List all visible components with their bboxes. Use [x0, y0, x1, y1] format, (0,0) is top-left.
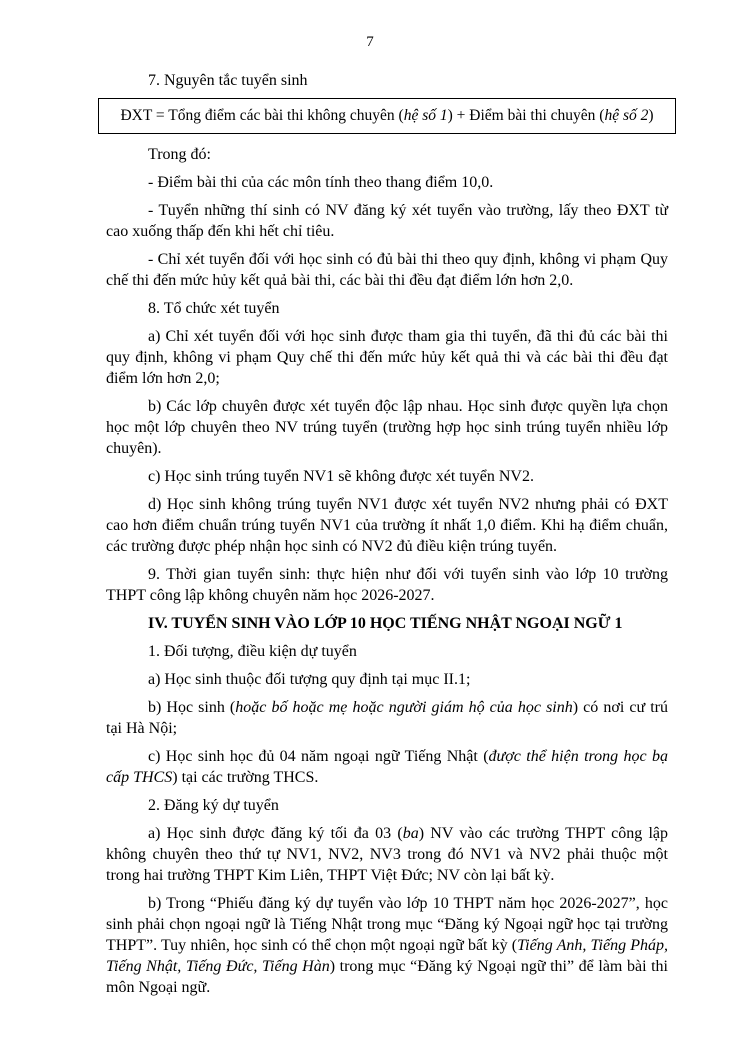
section-iv-heading: IV. TUYỂN SINH VÀO LỚP 10 HỌC TIẾNG NHẬT NGOẠI NGỮ 1: [148, 615, 623, 632]
section-8-title: 8. Tổ chức xét tuyển: [148, 300, 280, 317]
trong-do-label: Trong đó:: [148, 146, 211, 163]
paragraph-1c: c) Học sinh học đủ 04 năm ngoại ngữ Tiếng Nhật (được thể hiện trong học bạ cấp THCS) tại các trường THCS.: [106, 748, 668, 786]
paragraph-diem: - Điểm bài thi của các môn tính theo thang điểm 10,0.: [148, 174, 494, 191]
subsection-2-title: 2. Đăng ký dự tuyển: [148, 797, 279, 814]
paragraph-tuyen: - Tuyển những thí sinh có NV đăng ký xét tuyển vào trường, lấy theo ĐXT từ cao xuống thấp đến khi hết chỉ tiêu.: [106, 202, 668, 240]
paragraph-8c: c) Học sinh trúng tuyển NV1 sẽ không được xét tuyển NV2.: [148, 468, 534, 485]
page-number: 7: [366, 34, 374, 50]
paragraph-1b: b) Học sinh (hoặc bố hoặc mẹ hoặc người giám hộ của học sinh) có nơi cư trú tại Hà Nội;: [106, 699, 669, 737]
paragraph-2b: b) Trong “Phiếu đăng ký dự tuyển vào lớp 10 THPT năm học 2026-2027”, học sinh phải chọn ngoại ngữ là Tiếng Nhật trong mục “Đăng ký Ngoại ngữ học tại trường THPT”. Tuy nhiên, học sinh có thể chọn một ngoại ngữ bất kỳ (Tiếng Anh, Tiếng Pháp, Tiếng Nhật, Tiếng Đức, Tiếng Hàn) trong mục “Đăng ký Ngoại ngữ thi” để làm bài thi môn Ngoại ngữ.: [106, 895, 669, 996]
subsection-1-title: 1. Đối tượng, điều kiện dự tuyển: [148, 643, 357, 660]
paragraph-8a: a) Chỉ xét tuyển đối với học sinh được tham gia thi tuyển, đã thi đủ các bài thi quy định, không vi phạm Quy chế thi đến mức hủy kết quả thi và các bài thi đều đạt điểm lớn hơn 2,0;: [106, 328, 668, 387]
paragraph-1a: a) Học sinh thuộc đối tượng quy định tại mục II.1;: [148, 671, 471, 688]
paragraph-8b: b) Các lớp chuyên được xét tuyển độc lập nhau. Học sinh được quyền lựa chọn học một lớp chuyên theo NV trúng tuyển (trường hợp học sinh trúng tuyển nhiều lớp chuyên).: [106, 398, 668, 457]
paragraph-8d: d) Học sinh không trúng tuyển NV1 được xét tuyển NV2 nhưng phải có ĐXT cao hơn điểm chuẩn trúng tuyển NV1 của trường ít nhất 1,0 điểm. Khi hạ điểm chuẩn, các trường được phép nhận học sinh có NV2 đủ điều kiện trúng tuyển.: [106, 496, 668, 555]
formula-box: [98, 98, 676, 134]
paragraph-2a: a) Học sinh được đăng ký tối đa 03 (ba) NV vào các trường THPT công lập không chuyên theo thứ tự NV1, NV2, NV3 trong đó NV1 và NV2 phải thuộc một trong hai trường THPT Kim Liên, THPT Việt Đức; NV còn lại bất kỳ.: [106, 825, 669, 884]
paragraph-9: 9. Thời gian tuyển sinh: thực hiện như đối với tuyển sinh vào lớp 10 trường THPT công lập không chuyên năm học 2026-2027.: [106, 566, 668, 604]
formula-text: ĐXT = Tổng điểm các bài thi không chuyên (hệ số 1) + Điểm bài thi chuyên (hệ số 2): [120, 107, 654, 124]
section-7-title: 7. Nguyên tắc tuyển sinh: [148, 72, 308, 89]
page-content: [106, 70, 668, 1005]
paragraph-chi-xet: - Chỉ xét tuyển đối với học sinh có đủ bài thi theo quy định, không vi phạm Quy chế thi đến mức hủy kết quả bài thi, các bài thi đều đạt điểm lớn hơn 2,0.: [106, 251, 668, 289]
